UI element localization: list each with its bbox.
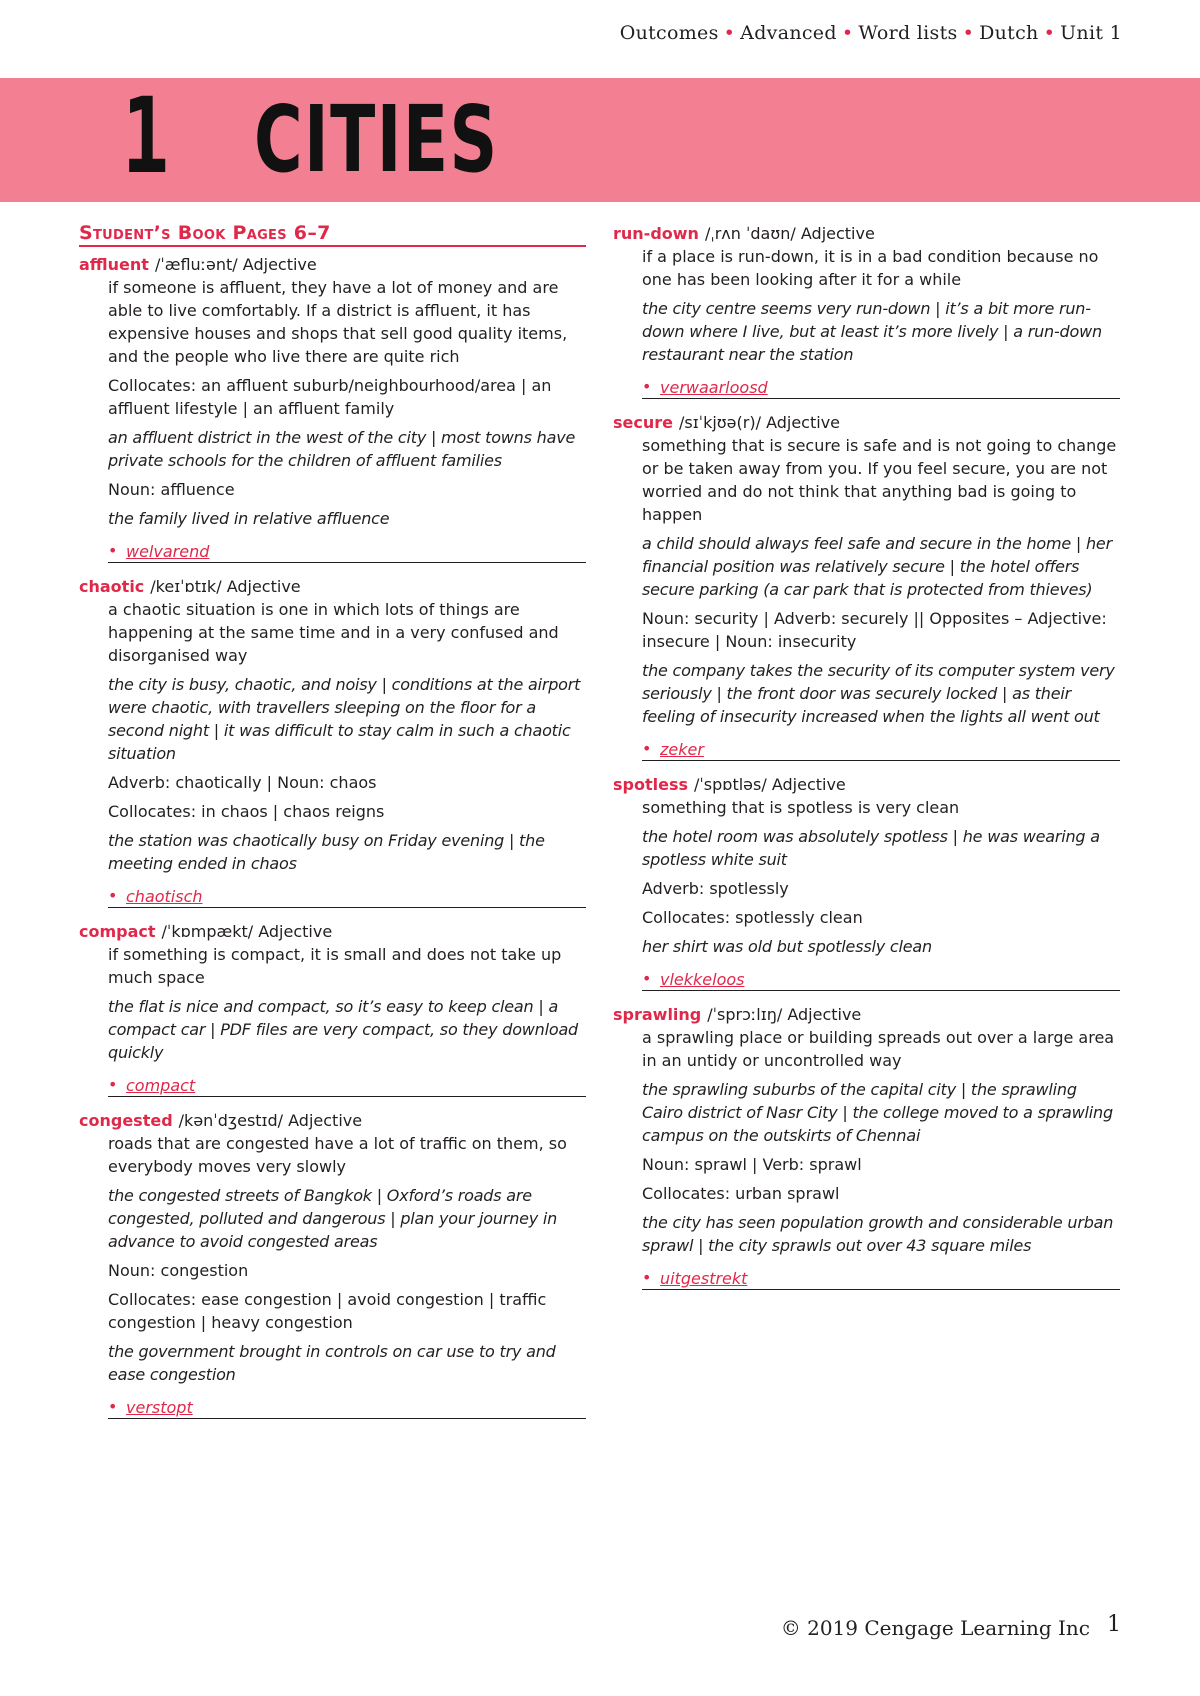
part-of-speech: Adjective: [787, 1005, 862, 1024]
part-of-speech: Adjective: [258, 922, 333, 941]
example-text: the company takes the security of its computer system very seriously | the front door was securely locked | as their feeling of insecurity increased when the lights all went out: [642, 661, 1115, 726]
definition-text: if something is compact, it is small and does not take up much space: [108, 945, 562, 987]
definition-text: Collocates: spotlessly clean: [642, 908, 863, 927]
headword-line: [613, 1003, 1120, 1026]
translation: zeker: [660, 740, 704, 759]
unit-title: CITIES: [254, 86, 499, 193]
headword: compact: [79, 922, 156, 941]
definition-text: something that is secure is safe and is not going to change or be taken away from you. If you feel secure, you are not worried and do not think that anything bad is going to happen: [642, 436, 1117, 524]
dictionary-entry: [613, 411, 1120, 761]
definition-text: something that is spotless is very clean: [642, 798, 960, 817]
breadcrumb-item: Unit 1: [1060, 22, 1122, 44]
translation: uitgestrekt: [660, 1269, 748, 1288]
bullet-icon: •: [108, 886, 118, 905]
translation-line: [642, 1267, 1120, 1290]
page-number: 1: [1107, 1612, 1121, 1637]
example-text: a child should always feel safe and secure in the home | her financial position was relatively secure | the hotel offers secure parking (a car park that is protected from thieves): [642, 534, 1112, 599]
definition-text: Adverb: chaotically | Noun: chaos: [108, 773, 377, 792]
dictionary-entry: [79, 575, 586, 908]
headword: run-down: [613, 224, 699, 243]
headword: sprawling: [613, 1005, 702, 1024]
pronunciation: /keɪˈɒtɪk/: [150, 577, 222, 596]
translation: vlekkeloos: [660, 970, 745, 989]
headword-line: [79, 920, 586, 943]
definition-text: a chaotic situation is one in which lots of things are happening at the same time and in a very confused and disorganised way: [108, 600, 559, 665]
definition-text: a sprawling place or building spreads out over a large area in an untidy or uncontrolled way: [642, 1028, 1115, 1070]
example-text: an affluent district in the west of the city | most towns have private schools for the children of affluent families: [108, 428, 576, 470]
headword-line: [79, 575, 586, 598]
pronunciation: /sɪˈkjʊə(r)/: [679, 413, 761, 432]
bullet-icon: •: [108, 1075, 118, 1094]
breadcrumb-separator: •: [723, 22, 736, 44]
translation: verwaarloosd: [660, 378, 768, 397]
right-column: [613, 222, 1120, 1290]
headword: congested: [79, 1111, 173, 1130]
definition-text: Adverb: spotlessly: [642, 879, 789, 898]
translation-line: [108, 540, 586, 563]
breadcrumb-item: Word lists: [858, 22, 958, 44]
breadcrumb-separator: •: [841, 22, 854, 44]
left-column: [79, 222, 586, 1419]
entry-body: [79, 276, 586, 530]
breadcrumb: [620, 22, 1122, 44]
pronunciation: /ˈæfluːənt/: [154, 255, 238, 274]
bullet-icon: •: [642, 1268, 652, 1287]
example-text: the congested streets of Bangkok | Oxford’s roads are congested, polluted and dangerous | plan your journey in advance to avoid congested areas: [108, 1186, 558, 1251]
bullet-icon: •: [642, 377, 652, 396]
entry-body: [613, 1026, 1120, 1257]
breadcrumb-item: Dutch: [979, 22, 1039, 44]
dictionary-entry: [613, 773, 1120, 991]
translation: verstopt: [126, 1398, 193, 1417]
definition-text: Collocates: in chaos | chaos reigns: [108, 802, 385, 821]
pronunciation: /ˈkɒmpækt/: [161, 922, 254, 941]
breadcrumb-separator: •: [962, 22, 975, 44]
example-text: the flat is nice and compact, so it’s easy to keep clean | a compact car | PDF files are very compact, so they download quickly: [108, 997, 579, 1062]
unit-banner: [0, 75, 1200, 202]
translation-line: [642, 968, 1120, 991]
definition-text: Noun: congestion: [108, 1261, 249, 1280]
pronunciation: /ˈsprɔːlɪŋ/: [707, 1005, 783, 1024]
headword-line: [613, 773, 1120, 796]
example-text: her shirt was old but spotlessly clean: [642, 937, 932, 956]
dictionary-entry: [613, 222, 1120, 399]
entry-body: [79, 943, 586, 1064]
definition-text: roads that are congested have a lot of traffic on them, so everybody moves very slowly: [108, 1134, 567, 1176]
part-of-speech: Adjective: [800, 224, 875, 243]
headword-line: [79, 1109, 586, 1132]
part-of-speech: Adjective: [766, 413, 840, 432]
example-text: the family lived in relative affluence: [108, 509, 390, 528]
translation-line: [108, 885, 586, 908]
dictionary-entry: [79, 1109, 586, 1419]
definition-text: Collocates: urban sprawl: [642, 1184, 840, 1203]
bullet-icon: •: [108, 1397, 118, 1416]
part-of-speech: Adjective: [242, 255, 317, 274]
example-text: the sprawling suburbs of the capital city | the sprawling Cairo district of Nasr City | the college moved to a sprawling campus on the outskirts of Chennai: [642, 1080, 1113, 1145]
dictionary-entry: [79, 253, 586, 563]
translation-line: [108, 1396, 586, 1419]
breadcrumb-item: Outcomes: [619, 22, 719, 44]
headword: spotless: [613, 775, 688, 794]
entry-body: [613, 796, 1120, 958]
definition-text: if someone is affluent, they have a lot of money and are able to live comfortably. If a district is affluent, it has expensive houses and shops that sell good quality items, and the people who live there are quite rich: [108, 278, 568, 366]
entry-list-left: [79, 253, 586, 1419]
entry-body: [613, 245, 1120, 366]
headword-line: [613, 411, 1120, 434]
part-of-speech: Adjective: [226, 577, 301, 596]
headword: chaotic: [79, 577, 145, 596]
definition-text: if a place is run-down, it is in a bad condition because no one has been looking after it for a while: [642, 247, 1099, 289]
breadcrumb-item: Advanced: [740, 22, 837, 44]
translation-line: [642, 738, 1120, 761]
entry-body: [79, 598, 586, 875]
headword: secure: [613, 413, 673, 432]
pronunciation: /ˌrʌn ˈdaʊn/: [704, 224, 796, 243]
bullet-icon: •: [108, 541, 118, 560]
headword: affluent: [79, 255, 149, 274]
definition-text: Collocates: an affluent suburb/neighbourhood/area | an affluent lifestyle | an affluent family: [108, 376, 552, 418]
definition-text: Collocates: ease congestion | avoid congestion | traffic congestion | heavy congestion: [108, 1290, 547, 1332]
example-text: the station was chaotically busy on Friday evening | the meeting ended in chaos: [108, 831, 545, 873]
copyright: © 2019 Cengage Learning Inc: [780, 1616, 1090, 1640]
translation: welvarend: [126, 542, 210, 561]
breadcrumb-separator: •: [1043, 22, 1056, 44]
part-of-speech: Adjective: [288, 1111, 363, 1130]
translation: compact: [126, 1076, 196, 1095]
headword-line: [613, 222, 1120, 245]
dictionary-entry: [79, 920, 586, 1097]
entry-body: [79, 1132, 586, 1386]
headword-line: [79, 253, 586, 276]
bullet-icon: •: [642, 969, 652, 988]
example-text: the city has seen population growth and considerable urban sprawl | the city sprawls out over 43 square miles: [642, 1213, 1114, 1255]
pronunciation: /kənˈdʒestɪd/: [178, 1111, 284, 1130]
bullet-icon: •: [642, 739, 652, 758]
definition-text: Noun: sprawl | Verb: sprawl: [642, 1155, 862, 1174]
unit-number: 1: [122, 75, 169, 197]
pronunciation: /ˈspɒtləs/: [694, 775, 767, 794]
part-of-speech: Adjective: [771, 775, 846, 794]
example-text: the city is busy, chaotic, and noisy | conditions at the airport were chaotic, with travellers sleeping on the floor for a second night | it was difficult to stay calm in such a chaotic situation: [108, 675, 581, 763]
example-text: the city centre seems very run-down | it’s a bit more run-down where I live, but at least it’s more lively | a run-down restaurant near the station: [642, 299, 1102, 364]
dictionary-entry: [613, 1003, 1120, 1290]
translation: chaotisch: [126, 887, 203, 906]
entry-list-right: [613, 222, 1120, 1290]
translation-line: [108, 1074, 586, 1097]
definition-text: Noun: affluence: [108, 480, 235, 499]
section-title: Student’s Book Pages 6–7: [79, 222, 586, 247]
definition-text: Noun: security | Adverb: securely || Opposites – Adjective: insecure | Noun: insecurity: [642, 609, 1107, 651]
example-text: the hotel room was absolutely spotless | he was wearing a spotless white suit: [642, 827, 1100, 869]
example-text: the government brought in controls on car use to try and ease congestion: [108, 1342, 556, 1384]
translation-line: [642, 376, 1120, 399]
entry-body: [613, 434, 1120, 728]
